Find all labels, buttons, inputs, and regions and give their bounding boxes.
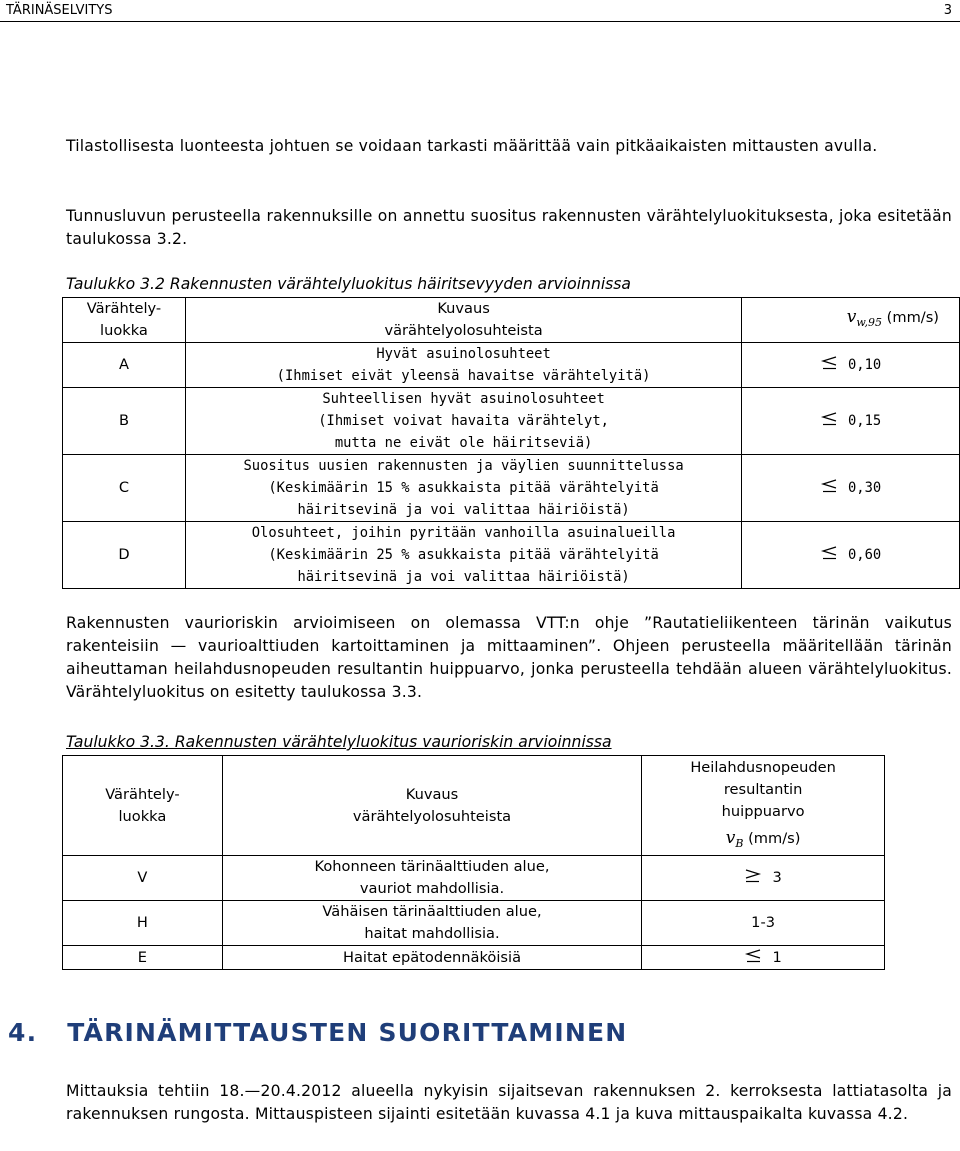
paragraph-1: Tilastollisesta luonteesta johtuen se voidaan tarkasti määrittää vain pitkäaikaisten mittausten avulla. xyxy=(66,137,878,155)
value-cell xyxy=(642,856,885,901)
desc-line: haitat mahdollisia. xyxy=(364,925,500,942)
table-row xyxy=(63,946,885,970)
header-value-line3: huippuarvo xyxy=(721,802,805,820)
desc-line: (Ihmiset voivat havaita värähtelyt, xyxy=(318,413,609,429)
header-class-cell xyxy=(63,756,223,856)
value-cell xyxy=(742,522,960,589)
value-text: 1 xyxy=(772,948,782,966)
header-rule xyxy=(0,21,960,22)
table-3-2-header xyxy=(63,298,960,343)
desc-line: mutta ne eivät ole häiritseviä) xyxy=(334,435,593,451)
value-text: 3 xyxy=(772,869,782,886)
value-text: 0,15 xyxy=(848,413,882,429)
table-row xyxy=(63,388,960,455)
header-value-cell xyxy=(642,756,885,856)
header-desc-line1: Kuvaus xyxy=(405,785,459,803)
header-value-line2: resultantin xyxy=(723,780,803,798)
value-cell xyxy=(742,455,960,522)
desc-line: vauriot mahdollisia. xyxy=(359,880,505,897)
velocity-subscript: w,95 xyxy=(856,316,883,329)
value-cell xyxy=(642,901,885,946)
less-equal-icon xyxy=(820,479,838,493)
paragraph-2: Tunnusluvun perusteella rakennuksille on annettu suositus rakennusten värähtelyluokituksesta, joka esitetään taulukossa 3.2. xyxy=(66,207,952,248)
table-3-3-caption: Taulukko 3.3. Rakennusten värähtelyluokitus vaurioriskin arvioinnissa xyxy=(66,733,612,751)
greater-equal-icon xyxy=(744,869,762,883)
class-cell: C xyxy=(63,455,186,522)
desc-cell xyxy=(222,946,641,970)
desc-cell xyxy=(185,522,741,589)
header-title: TÄRINÄSELVITYS xyxy=(6,3,113,18)
value-text: 0,60 xyxy=(848,547,882,563)
table-3-2 xyxy=(62,297,960,589)
velocity-symbol: v xyxy=(846,307,857,327)
header-class-line2: luokka xyxy=(100,322,148,339)
header-class-line2: luokka xyxy=(118,807,167,825)
desc-line: (Keskimäärin 25 % asukkaista pitää värähtelyitä xyxy=(268,547,659,563)
desc-line: Suositus uusien rakennusten ja väylien suunnittelussa xyxy=(243,458,684,474)
table-row xyxy=(63,856,885,901)
desc-line: (Keskimäärin 15 % asukkaista pitää värähtelyitä xyxy=(268,480,659,496)
section-number: 4. xyxy=(8,1018,38,1047)
page-number: 3 xyxy=(943,3,952,18)
less-equal-icon xyxy=(820,412,838,426)
value-text: 0,10 xyxy=(848,357,882,373)
header-value-line4 xyxy=(646,827,880,855)
desc-cell xyxy=(185,388,741,455)
desc-line: Vähäisen tärinäalttiuden alue, xyxy=(322,903,542,920)
section-title: TÄRINÄMITTAUSTEN SUORITTAMINEN xyxy=(67,1018,628,1047)
desc-line: Kohonneen tärinäalttiuden alue, xyxy=(314,858,550,875)
value-text: 0,30 xyxy=(848,480,882,496)
desc-line: (Ihmiset eivät yleensä havaitse värähtelyitä) xyxy=(276,368,651,384)
desc-cell xyxy=(185,455,741,522)
desc-cell xyxy=(222,901,641,946)
header-desc-cell xyxy=(222,756,641,856)
paragraph-4: Mittauksia tehtiin 18.—20.4.2012 alueella nykyisin sijaitsevan rakennuksen 2. kerroksesta lattiatasolta ja rakennuksen rungosta. Mittauspisteen sijainti esitetään kuvassa 4.1 ja kuva mittauspaikalta kuvassa 4.2. xyxy=(66,1082,952,1123)
paragraph-3: Rakennusten vaurioriskin arvioimiseen on olemassa VTT:n ohje ”Rautatieliikenteen tärinän vaikutus rakenteisiin — vaurioalttiuden kartoittaminen ja mittaaminen”. Ohjeen perusteella määritellään tärinän aiheuttaman heilahdusnopeuden resultantin huippuarvo, jonka perusteella tehdään alueen värähtelyluokitus. Värähtelyluokitus on esitetty taulukossa 3.3. xyxy=(66,614,952,701)
less-equal-icon xyxy=(820,356,838,370)
header-class-line1: Värähtely- xyxy=(86,300,162,317)
desc-line: Haitat epätodennäköisiä xyxy=(342,948,522,966)
table-row xyxy=(63,901,885,946)
less-equal-icon xyxy=(744,949,762,963)
header-value-cell xyxy=(742,298,960,343)
velocity-unit: (mm/s) xyxy=(748,829,801,847)
less-equal-icon xyxy=(820,546,838,560)
desc-line: häiritsevinä ja voi valittaa häiriöistä) xyxy=(297,502,630,518)
value-text: 1-3 xyxy=(751,914,776,931)
section-heading xyxy=(8,1018,627,1047)
table-row xyxy=(63,343,960,388)
desc-cell xyxy=(185,343,741,388)
header-class-line1: Värähtely- xyxy=(105,785,180,803)
value-cell xyxy=(742,343,960,388)
table-3-3-header xyxy=(63,756,885,856)
velocity-symbol: v xyxy=(725,827,736,848)
desc-cell xyxy=(222,856,641,901)
class-cell: A xyxy=(63,343,186,388)
class-cell: V xyxy=(63,856,223,901)
header-class-cell xyxy=(63,298,186,343)
desc-line: Hyvät asuinolosuhteet xyxy=(376,346,551,362)
header-value-line1: Heilahdusnopeuden xyxy=(690,758,836,776)
table-3-3 xyxy=(62,755,885,970)
header-desc-line1: Kuvaus xyxy=(437,300,490,317)
table-row xyxy=(63,522,960,589)
header-desc-line2: värähtelyolosuhteista xyxy=(384,322,543,339)
velocity-subscript: B xyxy=(735,836,744,850)
class-cell: D xyxy=(63,522,186,589)
desc-line: Suhteellisen hyvät asuinolosuhteet xyxy=(322,391,605,407)
value-cell xyxy=(742,388,960,455)
velocity-unit: (mm/s) xyxy=(886,309,939,326)
value-cell xyxy=(642,946,885,970)
desc-line: häiritsevinä ja voi valittaa häiriöistä) xyxy=(297,569,630,585)
desc-line: Olosuhteet, joihin pyritään vanhoilla asuinalueilla xyxy=(251,525,676,541)
class-cell: E xyxy=(63,946,223,970)
table-row xyxy=(63,455,960,522)
class-cell: B xyxy=(63,388,186,455)
table-3-2-caption: Taulukko 3.2 Rakennusten värähtelyluokitus häiritsevyyden arvioinnissa xyxy=(66,275,631,293)
class-cell: H xyxy=(63,901,223,946)
header-desc-cell xyxy=(185,298,741,343)
header-desc-line2: värähtelyolosuhteista xyxy=(352,807,512,825)
